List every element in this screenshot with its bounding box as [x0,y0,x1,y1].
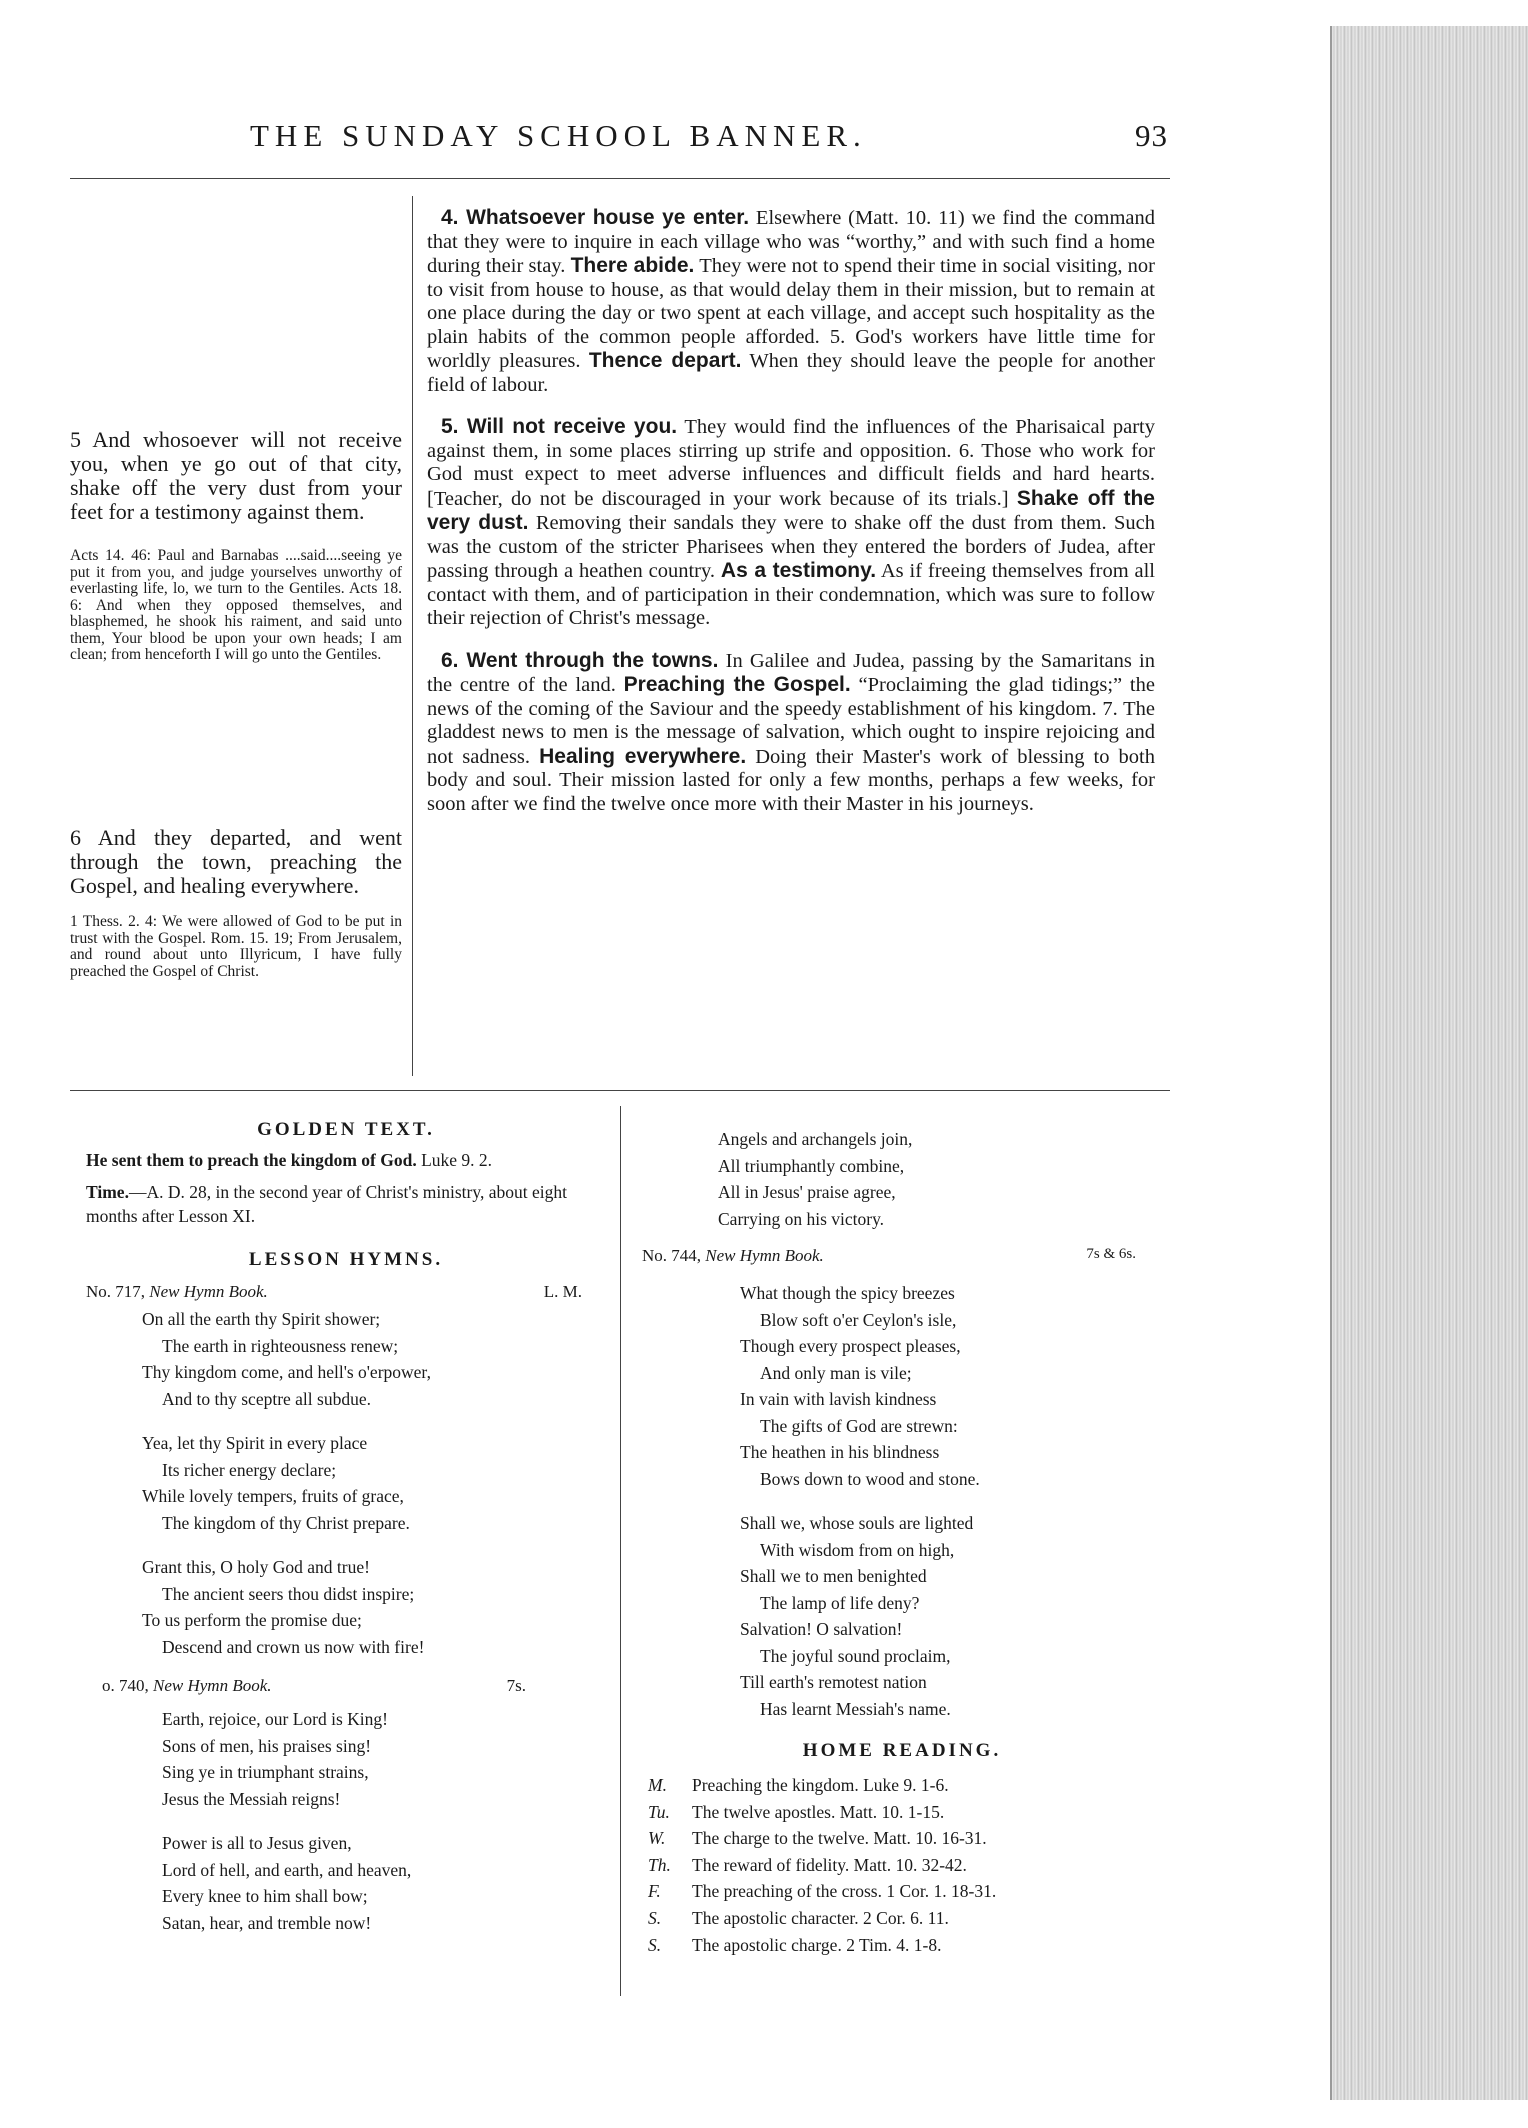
commentary-text: Elsewhere (Matt. 10. 11) we find the command that they were to inquire in each village who was “worthy,” and with such find a home during their stay. [427,207,1155,277]
time-label: Time. [86,1182,129,1202]
hymn-line: Grant this, O holy God and true! [142,1557,370,1577]
hymn-line: Sons of men, his praises sing! [162,1735,372,1756]
hymn-717 [86,1306,606,1660]
reading-text: The twelve apostles. Matt. 10. 1-15. [692,1801,945,1822]
commentary-text: They would find the influences of the Pharisaical party against them, in some places stirring up strife and opposition. 6. Those who work for God must expect to meet adverse influences and difficult fields and hard hearts. [Teacher, do not be discouraged in your work because of its trials.] [427,416,1155,510]
hymn-stanza [86,1706,606,1812]
cross-reference-6: 1 Thess. 2. 4: We were allowed of God to be put in trust with the Gospel. Rom. 15. 19; From Jerusalem, and round about unto Illyricum, I have fully preached the Gospel of Christ. [70,913,402,980]
keyword: There abide. [570,254,695,277]
reading-day: Th. [648,1854,671,1875]
home-reading-heading: HOME READING. [802,1740,1002,1761]
hymn-line: Every knee to him shall bow; [162,1886,368,1906]
reading-text: Preaching the kingdom. Luke 9. 1-6. [692,1775,949,1795]
book-fore-edge-bottom [1330,2100,1528,2128]
scripture-margin-top [70,428,402,664]
hymn-744 [642,1280,1162,1722]
home-reading-row [648,1932,1162,1959]
hymn-line: Satan, hear, and tremble now! [162,1912,372,1933]
hymn-line: Shall we, whose souls are lighted [740,1513,974,1533]
hymn-meter: L. M. [543,1282,582,1301]
hymn-line: Though every prospect pleases, [740,1336,961,1356]
hymn-stanza [86,1430,606,1536]
keyword: 6. Went through the towns. [441,648,719,672]
column-divider [412,196,413,1076]
keyword: 5. Will not receive you. [441,415,678,438]
reading-text: The charge to the twelve. Matt. 10. 16-31. [692,1828,987,1849]
hymn-line: To us perform the promise due; [142,1610,362,1630]
hymn-number: No. 744, [642,1246,702,1265]
reading-day: Tu. [648,1801,670,1822]
hymn-line: Till earth's remotest nation [740,1672,927,1692]
hymn-line: The joyful sound proclaim, [760,1645,951,1666]
hymn-stanza [86,1306,606,1412]
home-reading-list [642,1772,1162,1958]
hymn-line: The kingdom of thy Christ prepare. [162,1512,410,1533]
golden-text [86,1148,606,1172]
running-header [250,118,1168,158]
golden-text-section [86,1118,606,1954]
hymn-line: Carrying on his victory. [718,1208,885,1229]
hymn-line: The ancient seers thou didst inspire; [162,1583,415,1604]
hymn-740-header [102,1674,598,1702]
verse-5: 5 And whosoever will not receive you, when ye go out of that city, shake off the very dust from your feet for a testimony against them. [70,427,402,524]
hymn-line: Power is all to Jesus given, [162,1833,352,1853]
hymn-line: Yea, let thy Spirit in every place [142,1433,368,1453]
hymn-line: The earth in righteousness renew; [162,1335,399,1356]
hymn-line: With wisdom from on high, [760,1539,955,1560]
reading-day: S. [648,1934,662,1955]
hymn-line: Salvation! O salvation! [740,1619,903,1639]
hymn-line: Sing ye in triumphant strains, [162,1762,369,1782]
header-rule [70,178,1170,179]
hymn-line: Blow soft o'er Ceylon's isle, [760,1309,957,1330]
reading-day: S. [648,1907,662,1928]
hymn-line: And only man is vile; [760,1362,912,1383]
hymn-line: Bows down to wood and stone. [760,1468,980,1489]
commentary-text: Doing their Master's work of blessing to both body and soul. Their mission lasted for only a few months, perhaps a few weeks, for soon after we find the twelve once more with their Master in his journeys. [427,745,1155,815]
hymn-line: What though the spicy breezes [740,1283,955,1303]
verse-6: 6 And they departed, and went through the town, preaching the Gospel, and healing everywhere. [70,825,402,898]
keyword: As a testimony. [720,559,877,582]
book-fore-edge-top [1330,0,1528,26]
reading-day: M. [648,1775,667,1795]
reading-day: F. [648,1881,661,1902]
commentary-paragraph-1 [427,206,1155,397]
hymn-line: All in Jesus' praise agree, [718,1182,896,1202]
hymn-line: In vain with lavish kindness [740,1389,937,1409]
keyword: Thence depart. [588,349,742,372]
home-reading-row [648,1772,1162,1799]
hymn-stanza [86,1554,606,1660]
hymn-stanza [642,1510,1162,1722]
hymn-line: All triumphantly combine, [718,1155,905,1176]
hymn-meter: 7s & 6s. [1086,1246,1136,1262]
hymn-book: New Hymn Book. [153,1676,272,1695]
home-reading-row [648,1878,1162,1905]
reading-text: The reward of fidelity. Matt. 10. 32-42. [692,1854,967,1875]
keyword: Shake off the very dust. [427,486,1155,534]
hymn-meter: 7s. [506,1676,526,1695]
golden-text-ref: Luke 9. 2. [421,1150,493,1170]
hymn-line: While lovely tempers, fruits of grace, [142,1486,404,1506]
scripture-margin-bottom [70,826,402,980]
hymn-number: No. 717, [86,1282,146,1301]
home-reading-row [648,1825,1162,1852]
golden-text-verse: He sent them to preach the kingdom of God. [86,1150,417,1170]
hymn-line: Shall we to men benighted [740,1566,927,1586]
hymn-stanza [642,1280,1162,1492]
golden-text-heading: GOLDEN TEXT. [257,1119,435,1140]
page-number: 93 [1135,118,1168,153]
hymn-line: Angels and archangels join, [718,1129,913,1149]
hymn-line: Thy kingdom come, and hell's o'erpower, [142,1362,431,1382]
hymn-book: New Hymn Book. [705,1246,824,1265]
home-reading-row [648,1799,1162,1826]
commentary-text: They were not to spend their time in social visiting, nor to visit from house to house, as that would delay them in their mission, but to remain at one place during the day or two spent at each village, and accept such hospitality as the plain habits of the common people afforded. 5. God's workers have little time for worldly pleasures. [427,255,1156,372]
hymn-717-header [86,1280,582,1308]
commentary-paragraph-3 [427,649,1155,817]
hymn-line: Descend and crown us now with fire! [162,1636,425,1657]
commentary-text: In Galilee and Judea, passing by the Samaritans in the centre of the land. [427,649,1156,696]
hymn-line: Has learnt Messiah's name. [760,1698,951,1719]
commentary-text: When they should leave the people for another field of labour. [427,350,1156,396]
page-header-title: THE SUNDAY SCHOOL BANNER. [250,118,867,153]
commentary-paragraph-2 [427,415,1155,631]
section-rule [70,1090,1170,1091]
commentary-text: Removing their sandals they were to shake off the dust from them. Such was the custom of the stricter Pharisees when they entered the borders of Judea, after passing through a heathen country. [427,512,1155,582]
hymn-stanza [86,1830,606,1936]
hymn-line: And to thy sceptre all subdue. [162,1388,371,1409]
commentary-text: As if freeing themselves from all contact with them, and of participation in their condemnation, which was sure to follow their rejection of Christ's message. [427,560,1156,629]
keyword: Preaching the Gospel. [623,673,851,696]
reading-text: The apostolic charge. 2 Tim. 4. 1-8. [692,1934,942,1955]
hymn-line: On all the earth thy Spirit shower; [142,1309,381,1329]
bottom-column-divider [620,1106,621,1996]
reading-day: W. [648,1828,666,1849]
keyword: Healing everywhere. [539,744,747,768]
time-text: —A. D. 28, in the second year of Christ's ministry, about eight months after Lesson XI. [86,1182,567,1226]
hymn-line: Lord of hell, and earth, and heaven, [162,1859,412,1880]
hymn-line: The heathen in his blindness [740,1442,940,1462]
commentary-column [427,206,1155,834]
hymn-line: The gifts of God are strewn: [760,1415,958,1436]
hymn-line: Jesus the Messiah reigns! [162,1788,341,1809]
reading-text: The preaching of the cross. 1 Cor. 1. 18-31. [692,1881,997,1902]
hymn-number: o. 740, [102,1676,149,1695]
hymn-740-continuation [642,1126,1162,1232]
hymn-line: Its richer energy declare; [162,1459,337,1480]
time-note [86,1180,606,1228]
keyword: 4. Whatsoever house ye enter. [441,206,750,229]
hymns-continued-column [642,1126,1162,1958]
hymn-line: Earth, rejoice, our Lord is King! [162,1709,388,1729]
hymn-line: The lamp of life deny? [760,1592,920,1613]
commentary-text: “Proclaiming the glad tidings;” the news of the coming of the Saviour and the speedy establishment of his kingdom. 7. The gladdest news to men is the message of salvation, which ought to inspire rejoicing and not sadness. [427,674,1155,768]
hymn-740 [86,1706,606,1936]
reading-text: The apostolic character. 2 Cor. 6. 11. [692,1907,949,1928]
lesson-hymns-heading: LESSON HYMNS. [248,1249,444,1270]
hymn-book: New Hymn Book. [149,1282,268,1301]
home-reading-row [648,1905,1162,1932]
hymn-744-header [642,1246,1136,1274]
book-fore-edge [1330,0,1528,2128]
home-reading-row [648,1852,1162,1879]
cross-reference-5: Acts 14. 46: Paul and Barnabas ....said....seeing ye put it from you, and judge yourselves unworthy of everlasting life, lo, we turn to the Gentiles. Acts 18. 6: And when they opposed themselves, and blasphemed, he shook his raiment, and said unto them, Your blood be upon your own heads; I am clean; from henceforth I will go unto the Gentiles. [70,547,402,663]
